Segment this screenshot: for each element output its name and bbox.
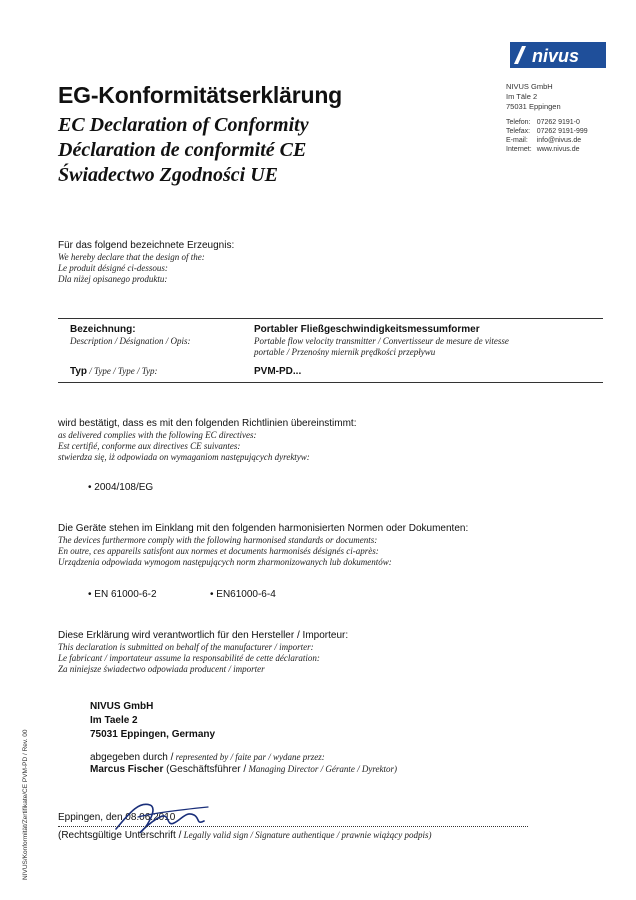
- designation-value-other-1: Portable flow velocity transmitter / Convertisseur de mesure de vitesse: [254, 336, 509, 346]
- title-pl: Świadectwo Zgodności UE: [58, 164, 279, 186]
- signature-label-other: Legally valid sign / Signature authentique / prawnie wiążący podpis): [181, 830, 432, 840]
- responsibility-fr: Le fabricant / importateur assume la responsabilité de cette déclaration:: [58, 653, 320, 663]
- issued-block: [90, 752, 397, 776]
- manufacturer-name: NIVUS GmbH: [90, 701, 154, 712]
- type-label-block: [70, 366, 158, 378]
- contact-row: Internet: www.nivus.de: [506, 146, 580, 153]
- intro-pl: Dla niżej opisanego produktu:: [58, 274, 168, 284]
- company-name: NIVUS GmbH: [506, 82, 553, 91]
- responsibility-de: Diese Erklärung wird verantwortlich für den Hersteller / Importeur:: [58, 630, 349, 641]
- directives-block: [58, 418, 356, 463]
- designation-label: Bezeichnung:: [70, 324, 136, 335]
- title-en: EC Declaration of Conformity: [58, 114, 309, 136]
- directives-fr: Est certifié, conforme aux directives CE suivantes:: [58, 441, 241, 451]
- manufacturer-city: 75031 Eppingen, Germany: [90, 729, 216, 740]
- signature-label: (Rechtsgültige Unterschrift /: [58, 830, 182, 841]
- type-label: Typ: [70, 366, 88, 377]
- responsibility-pl: Za niniejsze świadectwo odpowiada producent / importer: [58, 664, 265, 674]
- issued-by-label: abgegeben durch /: [90, 752, 174, 763]
- standards-fr: En outre, ces appareils satisfont aux normes et documents harmonisés désignés ci-après:: [58, 546, 379, 556]
- responsibility-block: [58, 630, 348, 675]
- designation-value-other-2: portable / Przenośny miernik prędkości przepływu: [254, 347, 436, 357]
- directives-en: as delivered complies with the following EC directives:: [58, 430, 257, 440]
- contact-row: Telefax: 07262 9191-999: [506, 128, 588, 135]
- nivus-logo: [510, 42, 606, 68]
- designation-label-block: [70, 324, 191, 347]
- manufacturer-street: Im Taele 2: [90, 715, 138, 726]
- manufacturer-address: [90, 700, 215, 742]
- place-date: Eppingen, den 08.06.2010: [58, 812, 176, 823]
- contact-row: E-mail: info@nivus.de: [506, 137, 582, 144]
- intro-de: Für das folgend bezeichnete Erzeugnis:: [58, 240, 235, 251]
- designation-value-block: [254, 324, 509, 358]
- responsibility-en: This declaration is submitted on behalf of the manufacturer / importer:: [58, 642, 314, 652]
- type-label-other: / Type / Type / Typ:: [87, 366, 158, 376]
- issued-role-other: Managing Director / Gérante / Dyrektor): [246, 764, 397, 774]
- intro-fr: Le produit désigné ci-dessous:: [58, 263, 168, 273]
- standards-block: [58, 523, 468, 568]
- issued-role: (Geschäftsführer /: [163, 764, 247, 775]
- standard-item-2: • EN61000-6-4: [210, 589, 276, 600]
- company-contact: [506, 118, 593, 154]
- svg-text:nivus: nivus: [532, 46, 580, 66]
- standards-en: The devices furthermore comply with the following harmonised standards or documents:: [58, 535, 378, 545]
- company-street: Im Täle 2: [506, 92, 538, 101]
- divider-top: [58, 318, 603, 319]
- type-value: PVM-PD...: [254, 366, 302, 377]
- issued-by-label-other: represented by / faite par / wydane przez:: [173, 752, 325, 762]
- designation-value: Portabler Fließgeschwindigkeitsmessumformer: [254, 324, 480, 335]
- title-fr: Déclaration de conformité CE: [58, 139, 307, 161]
- signature-label-block: [58, 830, 432, 842]
- divider-bottom: [58, 382, 603, 383]
- company-city: 75031 Eppingen: [506, 102, 561, 111]
- standards-pl: Urządzenia odpowiada wymogom następujących norm zharmonizowanych lub dokumentów:: [58, 557, 392, 567]
- standard-item-1: • EN 61000-6-2: [88, 589, 157, 600]
- issued-name: Marcus Fischer: [90, 764, 164, 775]
- contact-row: Telefon: 07262 9191-0: [506, 119, 580, 126]
- directive-item: • 2004/108/EG: [88, 482, 154, 493]
- company-address: [506, 82, 561, 112]
- directives-pl: stwierdza się, iż odpowiada on wymaganiom następujących dyrektyw:: [58, 452, 310, 462]
- standards-de: Die Geräte stehen im Einklang mit den folgenden harmonisierten Normen oder Dokumenten:: [58, 523, 469, 534]
- side-reference: NIVUS/Konformität/Zertifikate/CE PVM-PD / Rev. 00: [22, 729, 29, 880]
- directives-de: wird bestätigt, dass es mit den folgenden Richtlinien übereinstimmt:: [58, 418, 357, 429]
- intro-block: [58, 240, 234, 285]
- signature-line: [58, 826, 528, 827]
- title-de: EG-Konformitätserklärung: [58, 82, 343, 108]
- designation-label-other: Description / Désignation / Opis:: [70, 336, 191, 346]
- intro-en: We hereby declare that the design of the:: [58, 252, 205, 262]
